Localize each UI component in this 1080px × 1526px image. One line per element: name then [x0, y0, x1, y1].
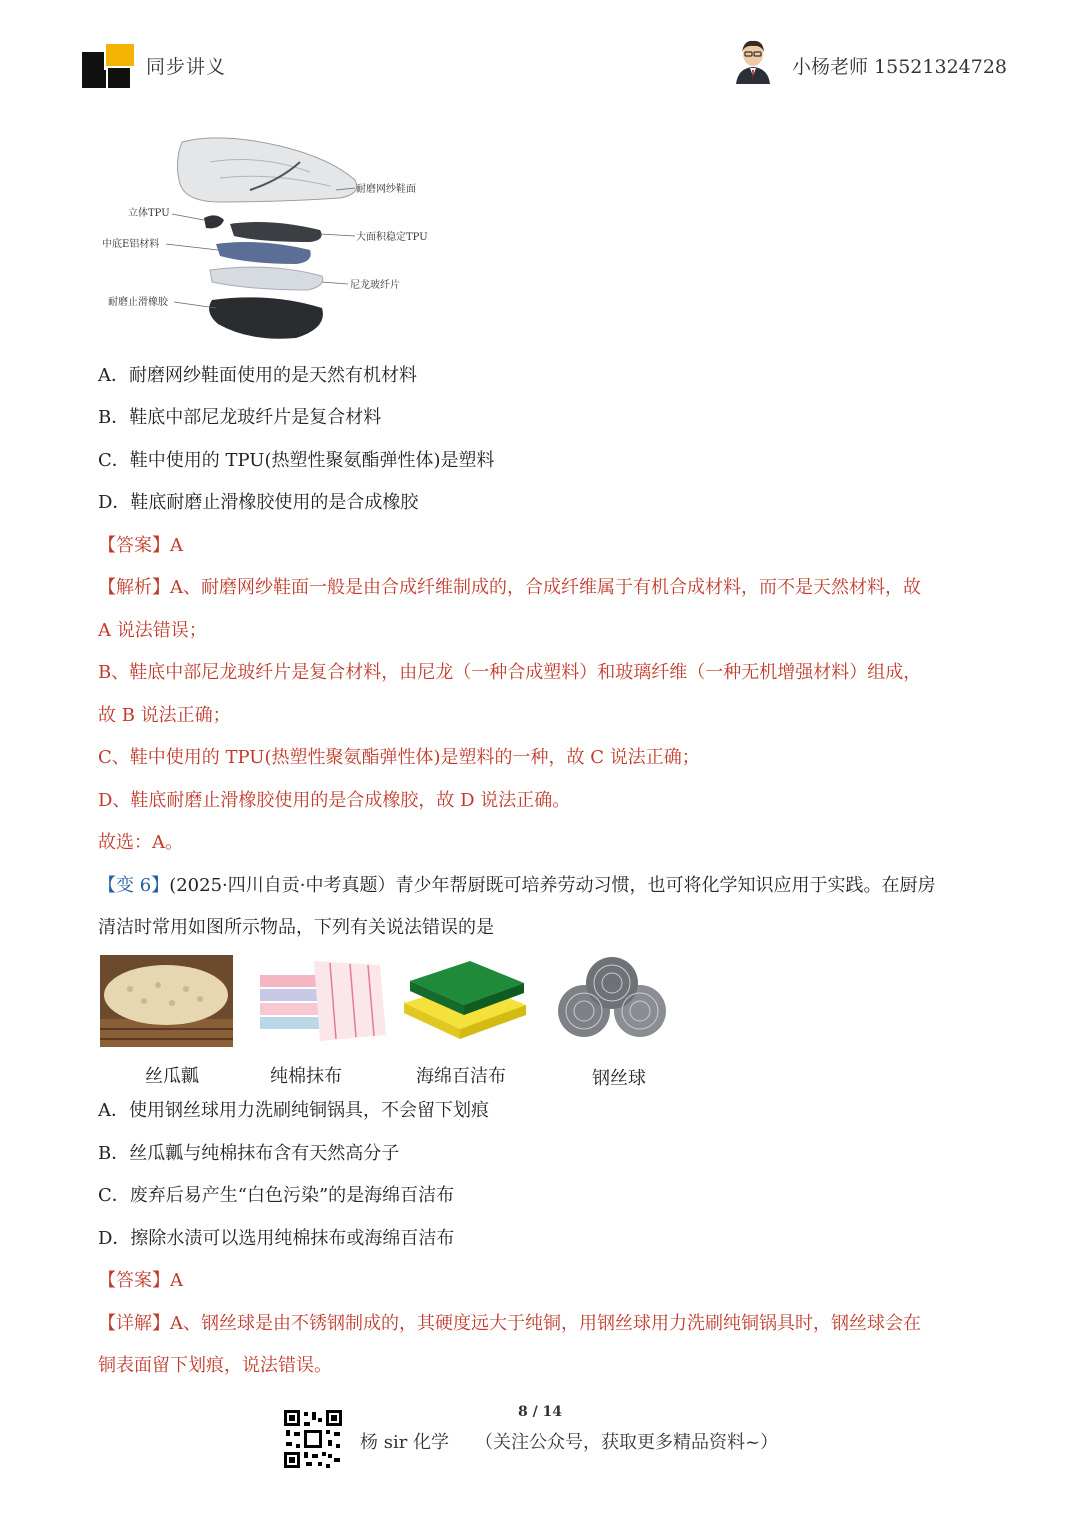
brand-logo	[82, 44, 136, 88]
q6-option-d: D．擦除水渍可以选用纯棉抹布或海绵百洁布	[98, 1228, 455, 1249]
document-title: 同步讲义	[146, 56, 227, 78]
caption-scouring-sponge: 海绵百洁布	[416, 1066, 506, 1087]
q6-answer	[98, 1269, 183, 1293]
q5-analysis-line-4: 故 B 说法正确；	[98, 705, 231, 726]
label-rubber: 耐磨止滑橡胶	[108, 297, 168, 308]
q5-analysis-line-2: A 说法错误；	[98, 620, 207, 641]
q6-stem-line-2: 清洁时常用如图所示物品，下列有关说法错误的是	[98, 917, 494, 938]
teacher-avatar	[734, 40, 772, 84]
page-number: 8 / 14	[517, 1404, 563, 1420]
q5-option-d: D．鞋底耐磨止滑橡胶使用的是合成橡胶	[98, 492, 419, 513]
label-tpu-large: 大面积稳定TPU	[356, 232, 428, 243]
footer-note: （关注公众号，获取更多精品资料~）	[475, 1432, 779, 1453]
q5-analysis-line-3: B、鞋底中部尼龙玻纤片是复合材料，由尼龙（一种合成塑料）和玻璃纤维（一种无机增强材料）组成，	[98, 662, 922, 683]
footer-brand: 杨 sir 化学	[360, 1432, 450, 1453]
q6-stem-line-1: 【变 6】(2025·四川自贡·中考真题）青少年帮厨既可培养劳动习惯，也可将化学知识应用于实践。在厨房	[98, 875, 936, 896]
detail-tag: 【详解】	[98, 1313, 170, 1334]
q5-analysis-line-5: C、鞋中使用的 TPU(热塑性聚氨酯弹性体)是塑料的一种，故 C 说法正确；	[98, 747, 700, 768]
q6-detail-line-2: 铜表面留下划痕，说法错误。	[98, 1355, 332, 1376]
answer-value: A	[170, 1270, 183, 1291]
question-tag: 【变 6】	[98, 875, 170, 896]
label-midsole: 中底E铝材料	[102, 239, 160, 250]
cotton-cloth-image	[254, 955, 390, 1047]
q5-choice: 故选：A。	[98, 832, 183, 853]
shoe-exploded-diagram	[100, 132, 440, 347]
caption-cotton-cloth: 纯棉抹布	[270, 1066, 342, 1087]
shoe-upper-shape	[177, 138, 356, 202]
footer-text	[360, 1428, 778, 1454]
caption-loofah: 丝瓜瓤	[145, 1066, 199, 1087]
q5-option-a: A．耐磨网纱鞋面使用的是天然有机材料	[98, 365, 417, 386]
label-nylon: 尼龙玻纤片	[350, 280, 400, 291]
q5-analysis-line-6: D、鞋底耐磨止滑橡胶使用的是合成橡胶，故 D 说法正确。	[98, 790, 571, 811]
q6-detail-line-1: 【详解】A、钢丝球是由不锈钢制成的，其硬度远大于纯铜，用钢丝球用力洗刷纯铜锅具时，钢丝球会在	[98, 1313, 921, 1334]
answer-tag: 【答案】	[98, 1270, 170, 1291]
q6-option-c: C．废弃后易产生“白色污染”的是海绵百洁布	[98, 1185, 455, 1206]
scouring-sponge-image	[400, 955, 530, 1047]
label-tpu-3d: 立体TPU	[128, 208, 170, 219]
q5-answer	[98, 534, 183, 558]
q6-option-b: B．丝瓜瓤与纯棉抹布含有天然高分子	[98, 1143, 400, 1164]
answer-value: A	[170, 535, 183, 556]
caption-steel-wool: 钢丝球	[592, 1068, 646, 1089]
teacher-contact: 小杨老师 15521324728	[792, 56, 1008, 78]
label-mesh: 耐磨网纱鞋面	[356, 184, 416, 195]
q5-analysis-line-1: 【解析】A、耐磨网纱鞋面一般是由合成纤维制成的，合成纤维属于有机合成材料，而不是天然材料，故	[98, 577, 921, 598]
analysis-tag: 【解析】	[98, 577, 170, 598]
q5-option-c: C．鞋中使用的 TPU(热塑性聚氨酯弹性体)是塑料	[98, 450, 495, 471]
loofah-image	[100, 955, 233, 1047]
q5-option-b: B．鞋底中部尼龙玻纤片是复合材料	[98, 407, 382, 428]
steel-wool-image	[556, 955, 670, 1047]
answer-tag: 【答案】	[98, 535, 170, 556]
q6-option-a: A．使用钢丝球用力洗刷纯铜锅具，不会留下划痕	[98, 1100, 489, 1121]
